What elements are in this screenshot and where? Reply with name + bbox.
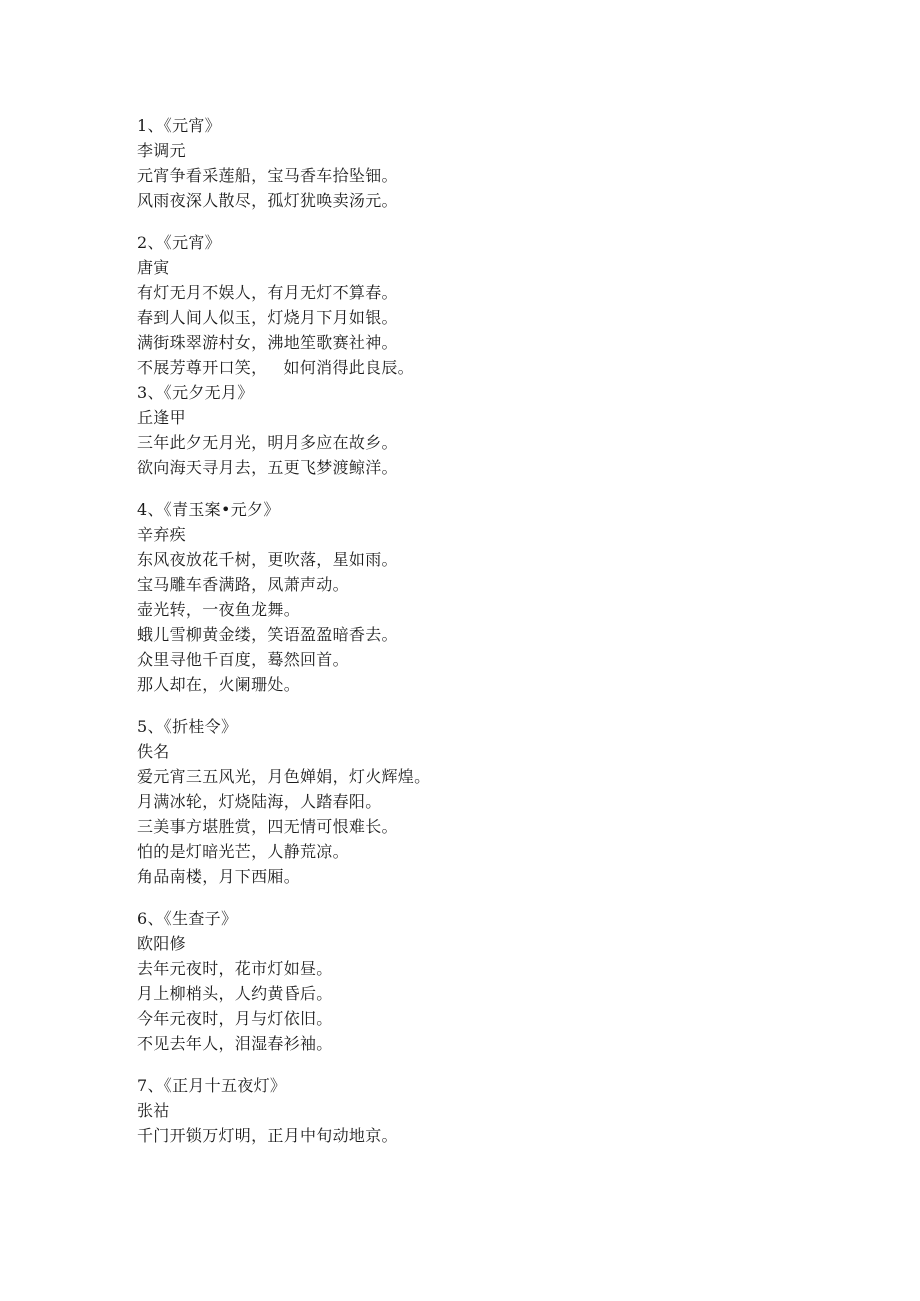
poem-author: 佚名 [137,742,170,761]
poem-1 [137,113,837,213]
poem-line: 去年元夜时，花市灯如昼。 [137,959,333,978]
poem-heading: 3、《元夕无月》 [137,383,254,402]
poem-line: 那人却在，火阑珊处。 [137,675,301,694]
poem-line: 满街珠翠游村女，沸地笙歌赛社神。 [137,333,398,352]
poem-author: 丘逢甲 [137,408,186,427]
poem-heading: 7、《正月十五夜灯》 [137,1076,287,1095]
poem-line: 怕的是灯暗光芒，人静荒凉。 [137,842,349,861]
poem-spacer [137,889,837,906]
poem-line: 欲向海天寻月去，五更飞梦渡鲸洋。 [137,458,398,477]
poem-line: 今年元夜时，月与灯依旧。 [137,1009,333,1028]
poem-4 [137,497,837,697]
poem-line: 有灯无月不娱人，有月无灯不算春。 [137,283,398,302]
poem-heading: 5、《折桂令》 [137,717,238,736]
poem-3 [137,380,837,480]
poem-line: 爱元宵三五风光，月色婵娟，灯火辉煌。 [137,767,431,786]
poem-line: 风雨夜深人散尽，孤灯犹唤卖汤元。 [137,191,398,210]
poem-5 [137,714,837,889]
poem-line: 壶光转，一夜鱼龙舞。 [137,600,301,619]
poem-line: 不见去年人，泪湿春衫袖。 [137,1034,333,1053]
poem-6 [137,906,837,1056]
poem-heading: 6、《生查子》 [137,909,238,928]
poem-line: 不展芳尊开口笑， 如何消得此良辰。 [137,358,414,377]
poem-line: 元宵争看采莲船，宝马香车拾坠钿。 [137,166,398,185]
poem-line: 东风夜放花千树，更吹落，星如雨。 [137,550,398,569]
poem-line: 春到人间人似玉，灯烧月下月如银。 [137,308,398,327]
poem-heading: 1、《元宵》 [137,116,221,135]
poem-7 [137,1073,837,1148]
poem-line: 月上柳梢头，人约黄昏后。 [137,984,333,1003]
poem-heading: 4、《青玉案•元夕》 [137,500,280,519]
poem-heading: 2、《元宵》 [137,233,221,252]
poem-line: 三年此夕无月光，明月多应在故乡。 [137,433,398,452]
poem-author: 唐寅 [137,258,170,277]
poem-author: 李调元 [137,141,186,160]
poem-spacer [137,213,837,230]
poem-line: 角品南楼，月下西厢。 [137,867,301,886]
poem-spacer [137,697,837,714]
poem-line: 蛾儿雪柳黄金缕，笑语盈盈暗香去。 [137,625,398,644]
poem-line: 三美事方堪胜赏，四无情可恨难长。 [137,817,398,836]
poem-line: 宝马雕车香满路，凤萧声动。 [137,575,349,594]
poem-line: 众里寻他千百度，蓦然回首。 [137,650,349,669]
poem-spacer [137,1056,837,1073]
poem-author: 辛弃疾 [137,525,186,544]
poem-2 [137,230,837,380]
poem-author: 张祜 [137,1101,170,1120]
poem-document [137,113,837,1148]
poem-author: 欧阳修 [137,934,186,953]
poem-spacer [137,480,837,497]
poem-line: 月满冰轮，灯烧陆海，人踏春阳。 [137,792,382,811]
poem-line: 千门开锁万灯明，正月中旬动地京。 [137,1126,398,1145]
